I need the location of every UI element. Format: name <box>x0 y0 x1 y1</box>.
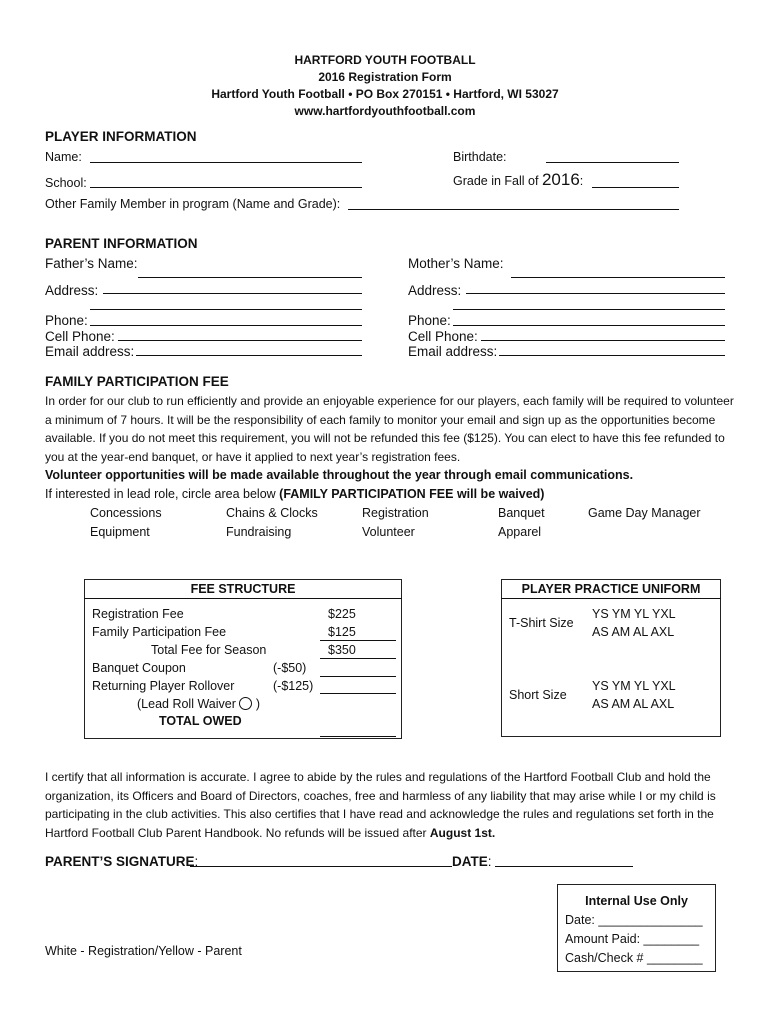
father-address-label: Address: <box>45 283 99 298</box>
fee-family-underline <box>320 640 396 641</box>
mother-email-field[interactable] <box>499 355 725 356</box>
fee-returning-label: Returning Player Rollover <box>92 679 235 693</box>
uniform-divider <box>501 598 721 599</box>
mother-name-label: Mother’s Name: <box>408 256 504 271</box>
father-phone-field[interactable] <box>90 325 362 326</box>
father-cell-field[interactable] <box>118 340 362 341</box>
lead-role-intro: If interested in lead role, circle area below <box>45 487 280 501</box>
school-label: School: <box>45 176 87 190</box>
uniform-title: PLAYER PRACTICE UNIFORM <box>521 582 701 596</box>
father-address-field[interactable] <box>103 293 362 294</box>
certification-main: I certify that all information is accurate. I agree to abide by the rules and regulations of the Hartford Football Club and hold the organization, its Officers and Board of Directors, coaches, free and harmless of any liability that may arise while I or my child is participating in the club activities. This also certifies that I have read and acknowledge the rules and regulations set forth in the Hartford Football Club Parent Handbook. No refunds will be issued after <box>45 770 716 840</box>
parent-section-title: PARENT INFORMATION <box>45 236 198 251</box>
signature-field[interactable] <box>190 866 452 867</box>
tshirt-size-label: T-Shirt Size <box>509 616 574 630</box>
role-volunteer[interactable]: Volunteer <box>362 525 415 539</box>
fee-structure-box <box>84 579 402 739</box>
uniform-box <box>501 579 721 737</box>
lead-waiver-circle-icon[interactable] <box>239 697 252 710</box>
fee-family-amount: $125 <box>328 625 356 639</box>
certification-text <box>45 768 735 842</box>
lead-waiver-label: (Lead Roll Waiver <box>137 697 236 711</box>
internal-date[interactable]: Date: _______________ <box>565 913 703 927</box>
org-website: www.hartfordyouthfootball.com <box>294 104 476 118</box>
father-name-label: Father’s Name: <box>45 256 138 271</box>
fee-registration-label: Registration Fee <box>92 607 184 621</box>
short-youth-sizes[interactable]: YS YM YL YXL <box>592 679 676 693</box>
grade-label-group <box>453 170 583 190</box>
mother-phone-field[interactable] <box>453 325 725 326</box>
role-registration[interactable]: Registration <box>362 506 429 520</box>
lead-role-line <box>45 487 544 501</box>
fee-total-season-amount: $350 <box>328 643 356 657</box>
short-size-label: Short Size <box>509 688 567 702</box>
total-owed-field[interactable] <box>320 736 396 737</box>
tshirt-adult-sizes[interactable]: AS AM AL AXL <box>592 625 675 639</box>
mother-name-field[interactable] <box>511 277 725 278</box>
lead-role-waived: (FAMILY PARTICIPATION FEE will be waived) <box>279 487 545 501</box>
volunteer-note: Volunteer opportunities will be made available throughout the year through email communications. <box>45 468 634 482</box>
player-section-title: PLAYER INFORMATION <box>45 129 197 144</box>
fee-family-label: Family Participation Fee <box>92 625 227 639</box>
role-banquet[interactable]: Banquet <box>498 506 545 520</box>
mother-address-label: Address: <box>408 283 462 298</box>
father-cell-label: Cell Phone: <box>45 329 115 344</box>
birthdate-field[interactable] <box>546 162 679 163</box>
fee-structure-divider <box>84 598 402 599</box>
lead-waiver-close: ) <box>255 697 261 711</box>
org-name: HARTFORD YOUTH FOOTBALL <box>294 53 476 67</box>
father-email-field[interactable] <box>136 355 362 356</box>
grade-year: 2016 <box>541 170 580 189</box>
family-member-field[interactable] <box>348 209 679 210</box>
lead-waiver-line <box>137 697 260 711</box>
fee-total-season-label: Total Fee for Season <box>151 643 267 657</box>
fee-returning-amount: (-$125) <box>273 679 314 693</box>
mother-address-field-2[interactable] <box>453 309 725 310</box>
role-game-day-manager[interactable]: Game Day Manager <box>588 506 701 520</box>
mother-email-label: Email address: <box>408 344 498 359</box>
date-label-group <box>452 854 492 869</box>
fee-paragraph: In order for our club to run efficiently and provide an enjoyable experience for our players, each family will be required to volunteer a minimum of 7 hours. It will be the responsibility of each family to monitor your email and sign up as the opportunities become available. If you do not meet this requirement, you will not be refunded this fee ($125). You can elect to have this fee refunded to you at the year-end banquet, or have it applied to next year’s registration fees. <box>45 394 734 464</box>
grade-colon: : <box>579 174 584 188</box>
fee-total-underline <box>320 658 396 659</box>
tshirt-youth-sizes[interactable]: YS YM YL YXL <box>592 607 676 621</box>
father-name-field[interactable] <box>138 277 362 278</box>
grade-label: Grade in Fall of <box>453 174 539 188</box>
form-title: 2016 Registration Form <box>318 70 452 84</box>
signature-date-field[interactable] <box>495 866 633 867</box>
fee-banquet-amount: (-$50) <box>273 661 307 675</box>
mother-cell-label: Cell Phone: <box>408 329 478 344</box>
certification-deadline: August 1st. <box>429 825 496 840</box>
school-field[interactable] <box>90 187 362 188</box>
mother-cell-field[interactable] <box>481 340 725 341</box>
player-name-field[interactable] <box>90 162 362 163</box>
fee-section-title: FAMILY PARTICIPATION FEE <box>45 374 229 389</box>
copies-note: White - Registration/Yellow - Parent <box>45 944 242 958</box>
signature-colon: : <box>194 854 199 869</box>
fee-banquet-field[interactable] <box>320 676 396 677</box>
grade-field[interactable] <box>592 187 679 188</box>
fee-returning-field[interactable] <box>320 693 396 694</box>
mother-address-field[interactable] <box>466 293 725 294</box>
internal-cash-check[interactable]: Cash/Check # ________ <box>565 951 703 965</box>
signature-label-group <box>45 854 198 869</box>
family-member-label: Other Family Member in program (Name and Grade): <box>45 197 341 211</box>
role-fundraising[interactable]: Fundraising <box>226 525 292 539</box>
date-label: DATE <box>452 854 488 869</box>
date-colon: : <box>487 854 492 869</box>
internal-amount-paid[interactable]: Amount Paid: ________ <box>565 932 700 946</box>
mother-phone-label: Phone: <box>408 313 451 328</box>
total-owed-label: TOTAL OWED <box>159 714 242 728</box>
birthdate-label: Birthdate: <box>453 150 507 164</box>
father-email-label: Email address: <box>45 344 135 359</box>
role-concessions[interactable]: Concessions <box>90 506 162 520</box>
org-address: Hartford Youth Football • PO Box 270151 • Hartford, WI 53027 <box>211 87 559 101</box>
signature-label: PARENT’S SIGNATURE <box>45 854 195 869</box>
role-equipment[interactable]: Equipment <box>90 525 150 539</box>
father-phone-label: Phone: <box>45 313 88 328</box>
role-chains-clocks[interactable]: Chains & Clocks <box>226 506 318 520</box>
player-name-label: Name: <box>45 150 82 164</box>
fee-structure-title: FEE STRUCTURE <box>190 582 296 596</box>
internal-use-title: Internal Use Only <box>585 894 688 908</box>
fee-registration-amount: $225 <box>328 607 356 621</box>
fee-banquet-label: Banquet Coupon <box>92 661 186 675</box>
father-address-field-2[interactable] <box>90 309 362 310</box>
short-adult-sizes[interactable]: AS AM AL AXL <box>592 697 675 711</box>
role-apparel[interactable]: Apparel <box>498 525 542 539</box>
